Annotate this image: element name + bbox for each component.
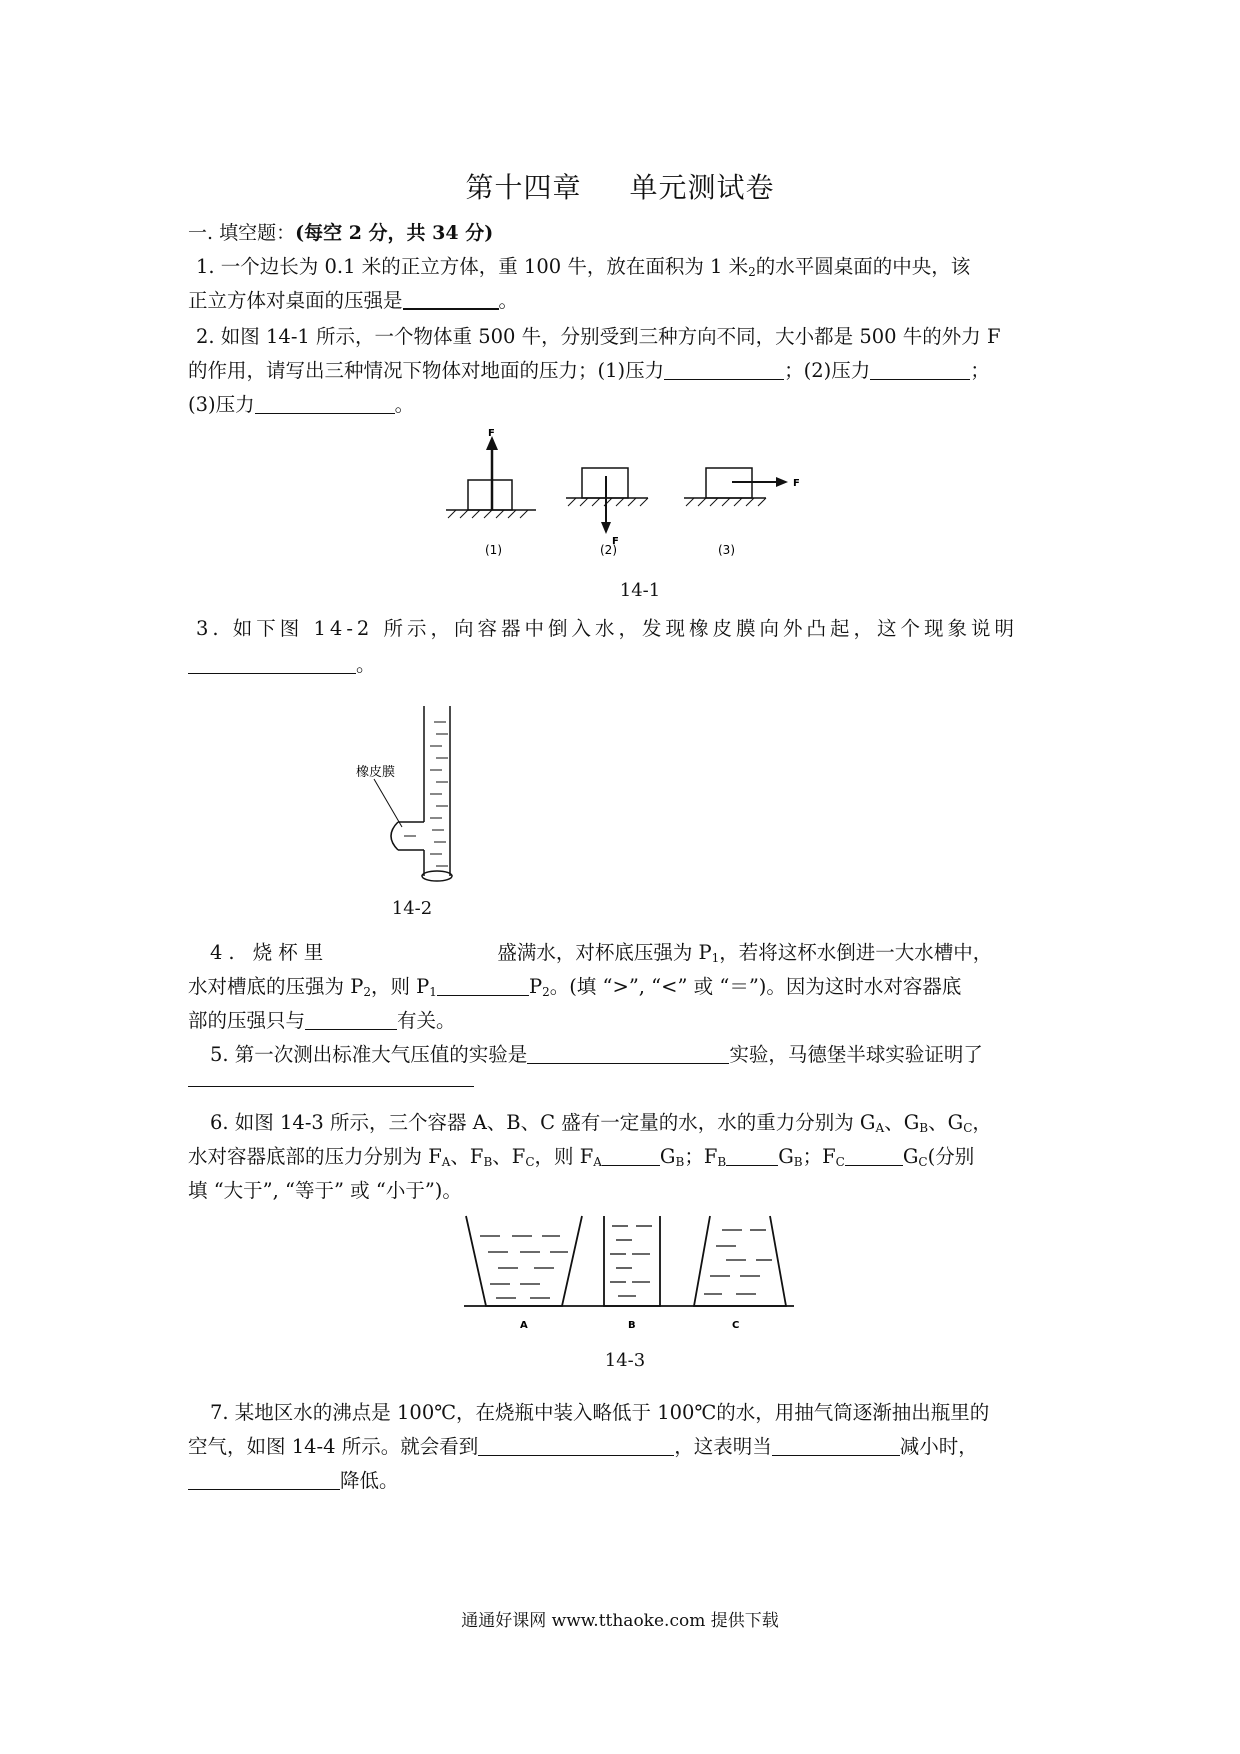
question-7-line-3: 降低。	[188, 1464, 1060, 1498]
answer-blank[interactable]	[478, 1435, 674, 1456]
force-label: F	[488, 428, 495, 439]
question-6-line-2: 水对容器底部的压力分别为 $F_A$、$F_B$、$F_C$，则 $F_A$ $G_B$；$F_B$ $G_B$；$F_C$ $G_C$(分别	[188, 1145, 975, 1169]
figure-caption: 14-2	[391, 898, 433, 919]
figure-14-3	[460, 1210, 800, 1334]
question-2-line-1: 2. 如图 14-1 所示，一个物体重 500 牛，分别受到三种方向不同，大小都是 500 牛的外力 F	[196, 325, 1001, 348]
answer-blank[interactable]	[527, 1043, 729, 1064]
figure-sublabel: (3)	[718, 543, 735, 557]
question-3-line-1: 3. 如下图 14-2 所示，向容器中倒入水，发现橡皮膜向外凸起，这个现象说明	[196, 617, 1019, 640]
answer-blank[interactable]	[255, 393, 395, 414]
question-4-line-2: 水对槽底的压强为 $P_2$，则 $P_1$ $P_2$。(填 “>”, “<” 或 “＝”)。因为这时水对容器底	[188, 975, 962, 999]
answer-blank[interactable]	[870, 359, 970, 380]
container-label: A	[520, 1320, 528, 1331]
test-label: 单元测试卷	[629, 171, 775, 204]
answer-blank[interactable]	[664, 359, 784, 380]
answer-blank[interactable]	[188, 1086, 474, 1087]
figure-14-1	[440, 420, 820, 560]
answer-blank[interactable]	[403, 288, 499, 310]
force-label: F	[612, 536, 619, 547]
question-3-line-2: 。	[188, 648, 1060, 682]
question-4-line-3: 部的压强只与 有关。	[188, 1009, 456, 1032]
question-2-line-3: (3)压力 。	[188, 393, 415, 416]
figure-caption: 14-1	[619, 580, 661, 601]
question-5-line-1: 5. 第一次测出标准大气压值的实验是 实验，马德堡半球实验证明了	[210, 1043, 983, 1066]
figure-caption: 14-3	[604, 1350, 646, 1371]
question-1-line-1: 1. 一个边长为 0.1 米的正立方体，重 100 牛，放在面积为 1 米$_2$的水平圆桌面的中央，该	[196, 255, 971, 279]
question-4-line-1: 4. 烧杯里 盛满水，对杯底压强为 $P_1$，若将这杯水倒进一大水槽中，	[210, 941, 993, 965]
question-1-line-2: 正立方体对桌面的压强是 。	[188, 289, 519, 312]
page-title	[0, 166, 1240, 206]
answer-blank[interactable]	[437, 975, 529, 996]
answer-blank[interactable]	[602, 1145, 660, 1166]
membrane-label: 橡皮膜	[356, 765, 396, 780]
answer-blank[interactable]	[188, 653, 356, 674]
answer-blank[interactable]	[772, 1435, 900, 1456]
question-6-line-1: 6. 如图 14-3 所示，三个容器 A、B、C 盛有一定量的水，水的重力分别为 $G_A$、$G_B$、$G_C$，	[210, 1111, 992, 1135]
question-6-line-3: 填 “大于”, “等于” 或 “小于”)。	[188, 1179, 462, 1202]
section-heading: 一. 填空题：(每空 2 分，共 34 分)	[188, 222, 494, 244]
answer-blank[interactable]	[726, 1145, 778, 1166]
chapter-label: 第十四章	[465, 171, 582, 204]
answer-blank[interactable]	[305, 1009, 397, 1030]
answer-blank[interactable]	[188, 1469, 340, 1490]
force-label: F	[793, 478, 800, 489]
footer-credit: 通通好课网 www.tthaoke.com 提供下载	[461, 1611, 779, 1631]
figure-14-2	[350, 700, 510, 910]
question-7-line-1: 7. 某地区水的沸点是 100℃，在烧瓶中装入略低于 100℃的水，用抽气筒逐渐抽出瓶里的	[210, 1401, 990, 1424]
answer-blank[interactable]	[845, 1145, 903, 1166]
question-7-line-2: 空气，如图 14-4 所示。就会看到 ，这表明当 减小时，	[188, 1435, 978, 1458]
figure-sublabel: (2)	[600, 543, 617, 557]
container-label: C	[732, 1320, 740, 1331]
container-label: B	[628, 1320, 636, 1331]
figure-sublabel: (1)	[485, 543, 502, 557]
question-2-line-2: 的作用，请写出三种情况下物体对地面的压力；(1)压力 ；(2)压力 ；	[188, 359, 990, 382]
